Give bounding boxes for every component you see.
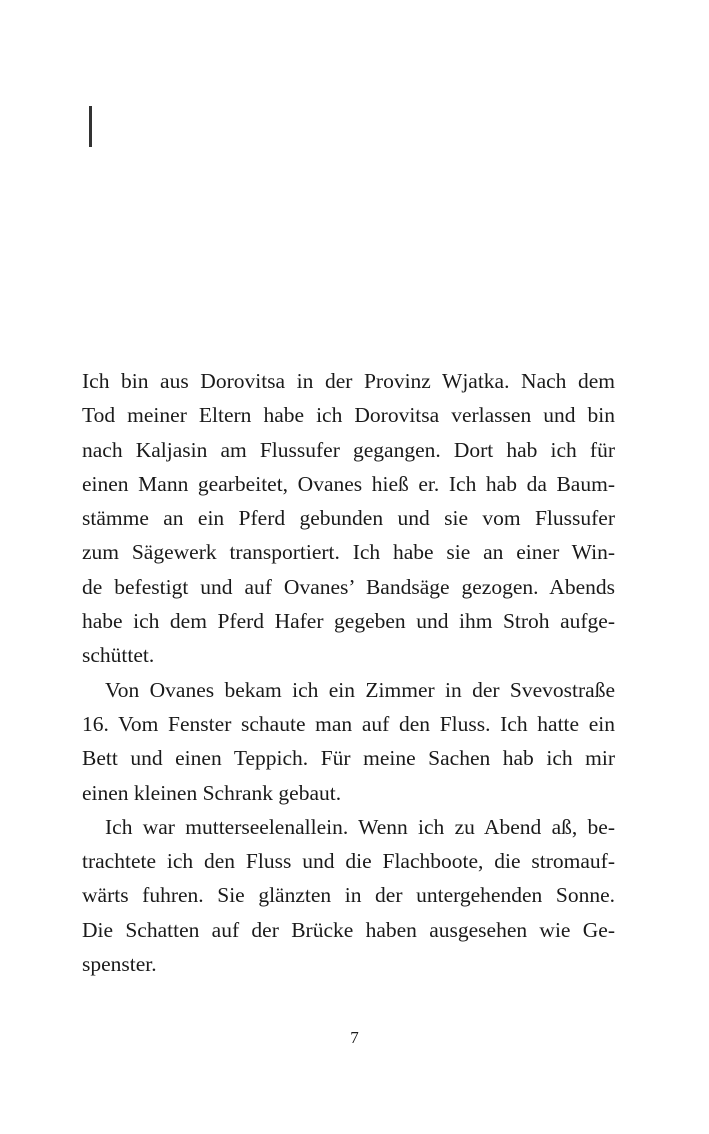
text-line: Ich war mutterseelenallein. Wenn ich zu Abend aß, be- [105,814,615,839]
text-line: nach Kaljasin am Flussufer gegangen. Dort hab ich für [82,437,615,462]
text-line: stämme an ein Pferd gebunden und sie vom Flussufer [82,506,615,531]
text-line: Tod meiner Eltern habe ich Dorovitsa verlassen und bin [82,403,615,428]
chapter-start-mark [89,106,92,147]
paragraph-1 [82,364,615,673]
text-line: schüttet. [82,643,155,668]
text-line: Von Ovanes bekam ich ein Zimmer in der Svevostraße [105,677,615,702]
text-line: habe ich dem Pferd Hafer gegeben und ihm Stroh aufge- [82,609,615,634]
text-line: zum Sägewerk transportiert. Ich habe sie an einer Win- [82,540,615,565]
text-line: Bett und einen Teppich. Für meine Sachen hab ich mir [82,746,615,771]
text-line: spenster. [82,952,157,977]
text-line: einen kleinen Schrank gebaut. [82,780,342,805]
text-line: Die Schatten auf der Brücke haben ausgesehen wie Ge- [82,917,615,942]
paragraph-2 [82,673,615,810]
text-line: einen Mann gearbeitet, Ovanes hieß er. Ich hab da Baum- [82,471,615,496]
body-text [82,364,615,981]
text-line: trachtete ich den Fluss und die Flachboote, die stromauf- [82,849,615,874]
text-line: de befestigt und auf Ovanes’ Bandsäge gezogen. Abends [82,574,615,599]
page-number: 7 [350,1028,359,1047]
text-line: wärts fuhren. Sie glänzten in der untergehenden Sonne. [82,883,615,908]
paragraph-3 [82,810,615,981]
text-line: 16. Vom Fenster schaute man auf den Fluss. Ich hatte ein [82,711,615,736]
text-line: Ich bin aus Dorovitsa in der Provinz Wjatka. Nach dem [82,369,615,393]
